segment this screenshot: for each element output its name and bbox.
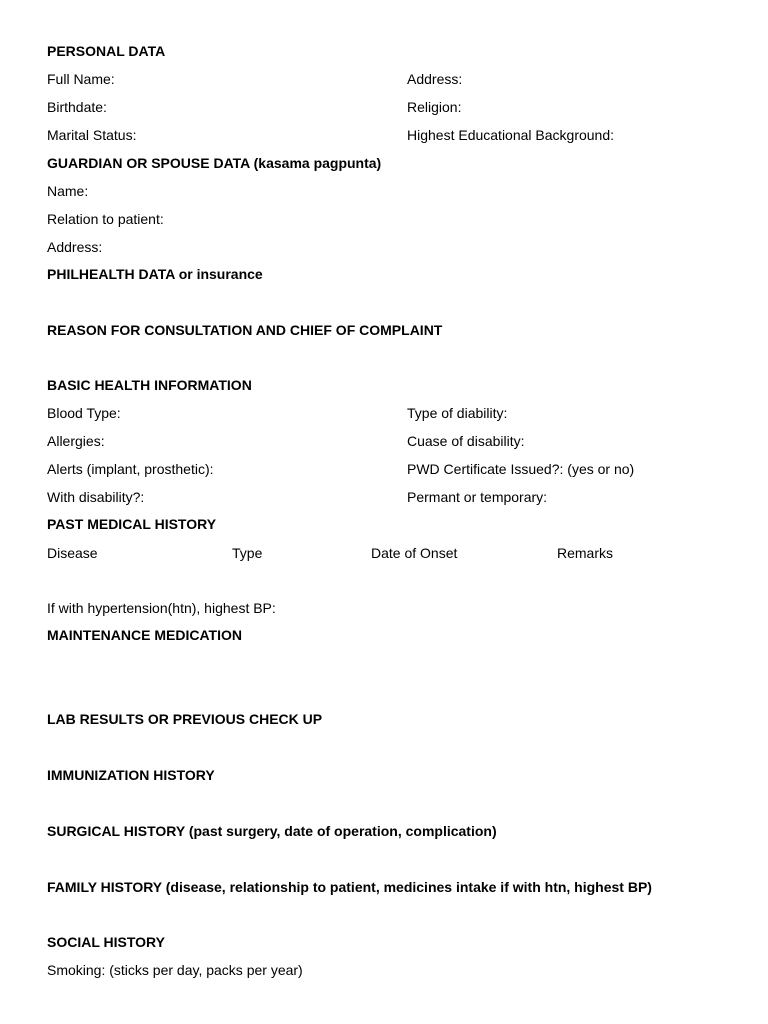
blood-type-label: Blood Type:: [47, 405, 121, 421]
relation-label: Relation to patient:: [47, 211, 164, 227]
past-medical-heading: PAST MEDICAL HISTORY: [47, 516, 217, 532]
guardian-address-label: Address:: [47, 239, 103, 255]
religion-label: Religion:: [407, 99, 462, 115]
alerts-label: Alerts (implant, prosthetic):: [47, 461, 214, 477]
column-remarks: Remarks: [557, 545, 614, 561]
pwd-certificate-label: PWD Certificate Issued?: (yes or no): [407, 461, 635, 477]
full-name-label: Full Name:: [47, 71, 115, 87]
permanent-temporary-label: Permant or temporary:: [407, 489, 548, 505]
column-type: Type: [232, 545, 263, 561]
column-date-of-onset: Date of Onset: [371, 545, 458, 561]
consultation-heading: REASON FOR CONSULTATION AND CHIEF OF COMPLAINT: [47, 322, 443, 338]
maintenance-heading: MAINTENANCE MEDICATION: [47, 627, 242, 643]
smoking-label: Smoking: (sticks per day, packs per year): [47, 962, 303, 978]
disability-type-label: Type of diability:: [407, 405, 508, 421]
allergies-label: Allergies:: [47, 433, 105, 449]
disability-cause-label: Cuase of disability:: [407, 433, 525, 449]
marital-status-label: Marital Status:: [47, 127, 137, 143]
immunization-heading: IMMUNIZATION HISTORY: [47, 767, 215, 783]
basic-health-heading: BASIC HEALTH INFORMATION: [47, 377, 252, 393]
family-heading: FAMILY HISTORY (disease, relationship to patient, medicines intake if with htn, highest BP): [47, 879, 652, 895]
with-disability-label: With disability?:: [47, 489, 145, 505]
lab-results-heading: LAB RESULTS OR PREVIOUS CHECK UP: [47, 711, 323, 727]
education-label: Highest Educational Background:: [407, 127, 615, 143]
address-label: Address:: [407, 71, 463, 87]
htn-label: If with hypertension(htn), highest BP:: [47, 600, 276, 616]
personal-data-heading: PERSONAL DATA: [47, 43, 166, 59]
surgical-heading: SURGICAL HISTORY (past surgery, date of operation, complication): [47, 823, 497, 839]
column-disease: Disease: [47, 545, 98, 561]
philhealth-heading: PHILHEALTH DATA or insurance: [47, 266, 263, 282]
social-heading: SOCIAL HISTORY: [47, 934, 165, 950]
guardian-heading: GUARDIAN OR SPOUSE DATA (kasama pagpunta): [47, 155, 382, 171]
guardian-name-label: Name:: [47, 183, 89, 199]
birthdate-label: Birthdate:: [47, 99, 107, 115]
